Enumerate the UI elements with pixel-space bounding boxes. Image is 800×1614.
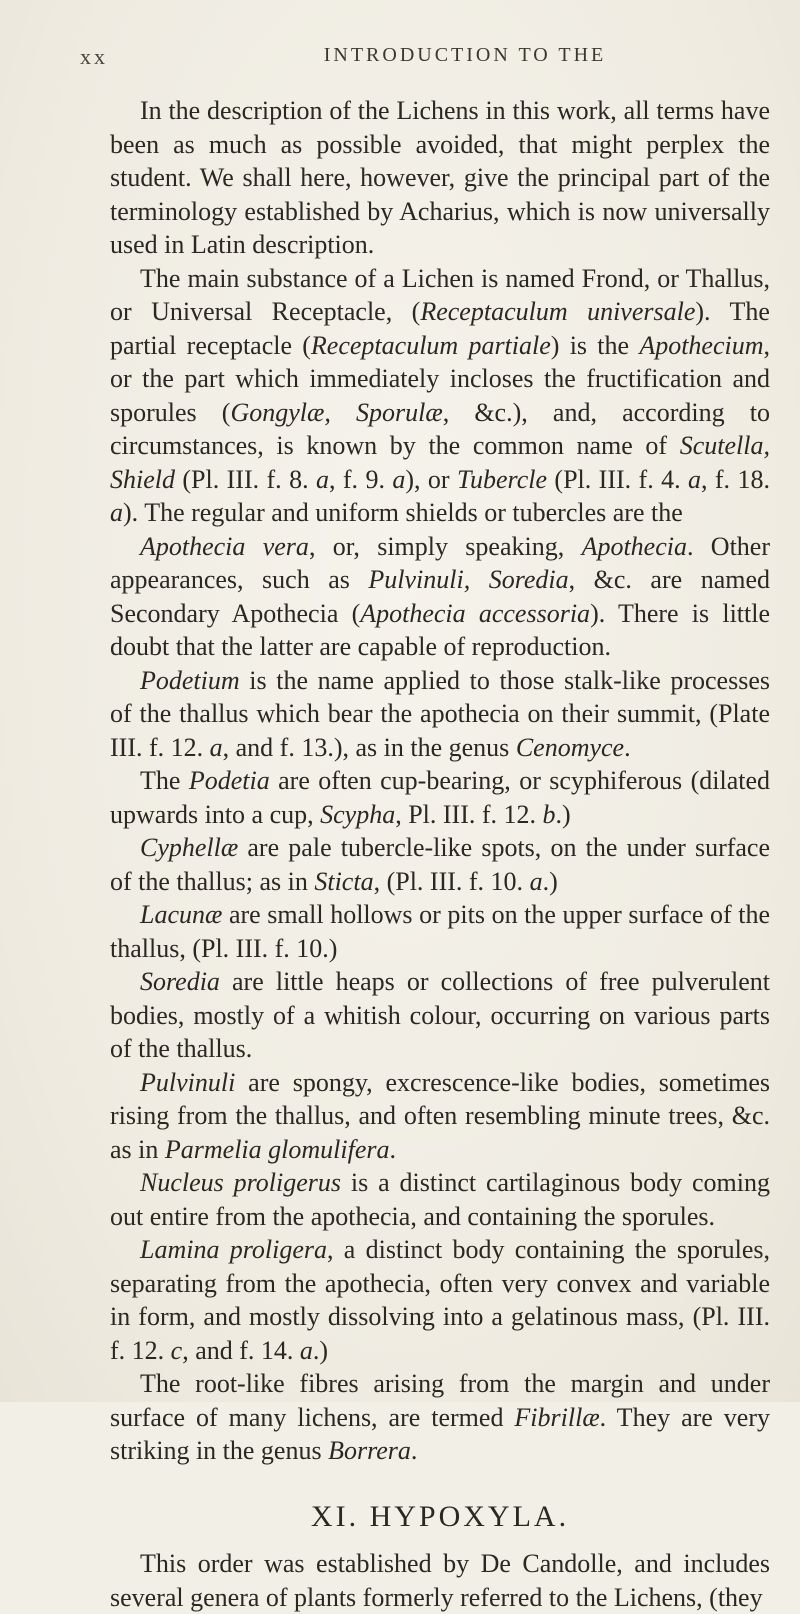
text-run: .) [542,866,558,896]
text-run: . [410,1436,418,1465]
figure-letter: a [688,464,701,494]
paragraph-intro: In the description of the Lichens in this work, all terms have been as much as possible avoided, that might perplex the student. We shall here, however, give the principal part of the terminology established by Acharius, which is now universally used in Latin description. [110,96,770,259]
text-run: , or the part which immediately incloses the fructification and sporules ( [110,330,770,427]
species-name: Parmelia glomulifera [164,1134,390,1164]
text-run: , (Pl. III. f. 10. [373,866,530,896]
page-number: xx [80,44,108,69]
term: Pulvinuli, Soredia [368,565,569,594]
running-head: INTRODUCTION TO THE [323,44,607,66]
text-run: . [389,1134,396,1164]
text-run: , f. 9. [328,464,393,494]
section-heading: XI. HYPOXYLA. [310,1499,570,1533]
paragraph-nucleus [110,1166,770,1233]
text-run: are small hollows or pits on the upper surface of the thallus, (Pl. III. f. 10.) [110,900,770,963]
text-run: , &c. are named Secondary Apothecia ( [110,565,770,628]
text-run: , f. 18. [701,464,770,494]
text-run: . [624,732,631,762]
paragraph-hypoxyla: This order was established by De Candolle, and includes several genera of plants formerly referred to the Lichens, (they [110,1549,770,1612]
paragraph-podetium [110,664,770,765]
term: Scypha [320,799,396,829]
text-run: . Other appearances, such as [110,531,771,594]
text-run: are little heaps or collections of free pulverulent bodies, mostly of a whitish colour, occurring on various parts of the thallus. [110,967,770,1063]
term: Apothecia vera [140,531,309,561]
text-run: , Pl. III. f. 12. [395,799,543,829]
paragraph-lamina [110,1233,770,1367]
text-run: ), or [405,464,457,494]
text-run: The root-like fibres arising from the margin and under surface of many lichens, are termed [110,1369,770,1432]
text-run: are spongy, excrescence-like bodies, sometimes rising from the thallus, and often resembling minute trees, &c. as in [110,1067,770,1164]
term: Pulvinuli [140,1067,236,1097]
genus-name: Borrera [328,1436,411,1465]
figure-letter: a [110,498,123,527]
text-run: (Pl. III. f. 8. [175,464,316,494]
figure-letter: a [315,464,329,494]
text-run: , and f. 14. [182,1335,300,1365]
genus-name: Sticta [314,866,374,896]
paragraph-lacunae [110,898,770,965]
page-body [110,94,770,1614]
term: Podetium [140,665,240,695]
text-run: The main substance of a Lichen is named Frond, or Thallus, or Universal Receptacle, ( [110,263,770,326]
term: Podetia [188,766,270,795]
text-run: is the name applied to those stalk-like processes of the thallus which bear the apothecia on their summit, (Plate III. f. 12. [110,665,770,762]
page-header [80,44,760,74]
paragraph-podetia [110,764,770,831]
figure-letter: a [529,866,543,896]
text-run: are often cup-bearing, or scyphiferous (dilated upwards into a cup, [110,766,770,829]
latin-term: Receptaculum partiale [310,330,551,360]
text-run: is a distinct cartilaginous body coming out entire from the apothecia, and containing the sporules. [110,1168,771,1231]
paragraph-thallus [110,262,770,530]
figure-letter: a [299,1335,313,1365]
text-run: The [140,766,189,795]
term: Apothecium [639,330,764,360]
text-run: , or, simply speaking, [308,531,582,561]
term: Fibrillæ [514,1402,600,1432]
term: Soredia [140,967,220,996]
text-run: ). The partial receptacle ( [110,297,770,360]
text-run: , &c.), and, according to circumstances, is known by the common name of [110,397,770,460]
paragraph-fibrillae [110,1367,770,1468]
figure-letter: c [170,1335,183,1365]
term: Apothecia [581,531,687,561]
text-run: ). There is little doubt that the latter are capable of reproduction. [110,598,771,661]
text-run: . They are very striking in the genus [110,1402,770,1465]
term: Scutella, Shield [110,431,770,494]
term: Lacunæ [140,900,223,929]
text-run: ). The regular and uniform shields or tubercles are the [123,498,683,527]
figure-letter: b [542,799,556,829]
paragraph-soredia [110,965,770,1066]
paragraph-apothecia [110,530,770,664]
figure-letter: a [209,732,223,762]
paragraph-pulvinuli [110,1066,770,1167]
term: Lamina proligera [140,1235,328,1264]
text-run: , a distinct body containing the sporules, separating from the apothecia, often very convex and variable in form, and mostly dissolving into a gelatinous mass, (Pl. III. f. 12. [110,1235,771,1365]
term: Cyphellæ [140,833,239,862]
genus-name: Cenomyce [515,732,625,762]
text-run: .) [312,1335,329,1365]
latin-term: Apothecia accessoria [360,598,591,628]
text-run: .) [555,799,571,829]
text-run: (Pl. III. f. 4. [547,464,688,494]
latin-term: Receptaculum universale [420,297,696,326]
term: Nucleus proligerus [140,1168,342,1197]
term: Gongylæ, Sporulæ [230,397,443,427]
text-run: , and f. 13.), as in the genus [222,732,516,762]
paragraph-cyphellae [110,831,770,898]
figure-letter: a [392,464,406,494]
text-run: are pale tubercle-like spots, on the under surface of the thallus; as in [110,833,770,896]
term: Tubercle [456,464,548,494]
text-run: ) is the [550,330,640,360]
